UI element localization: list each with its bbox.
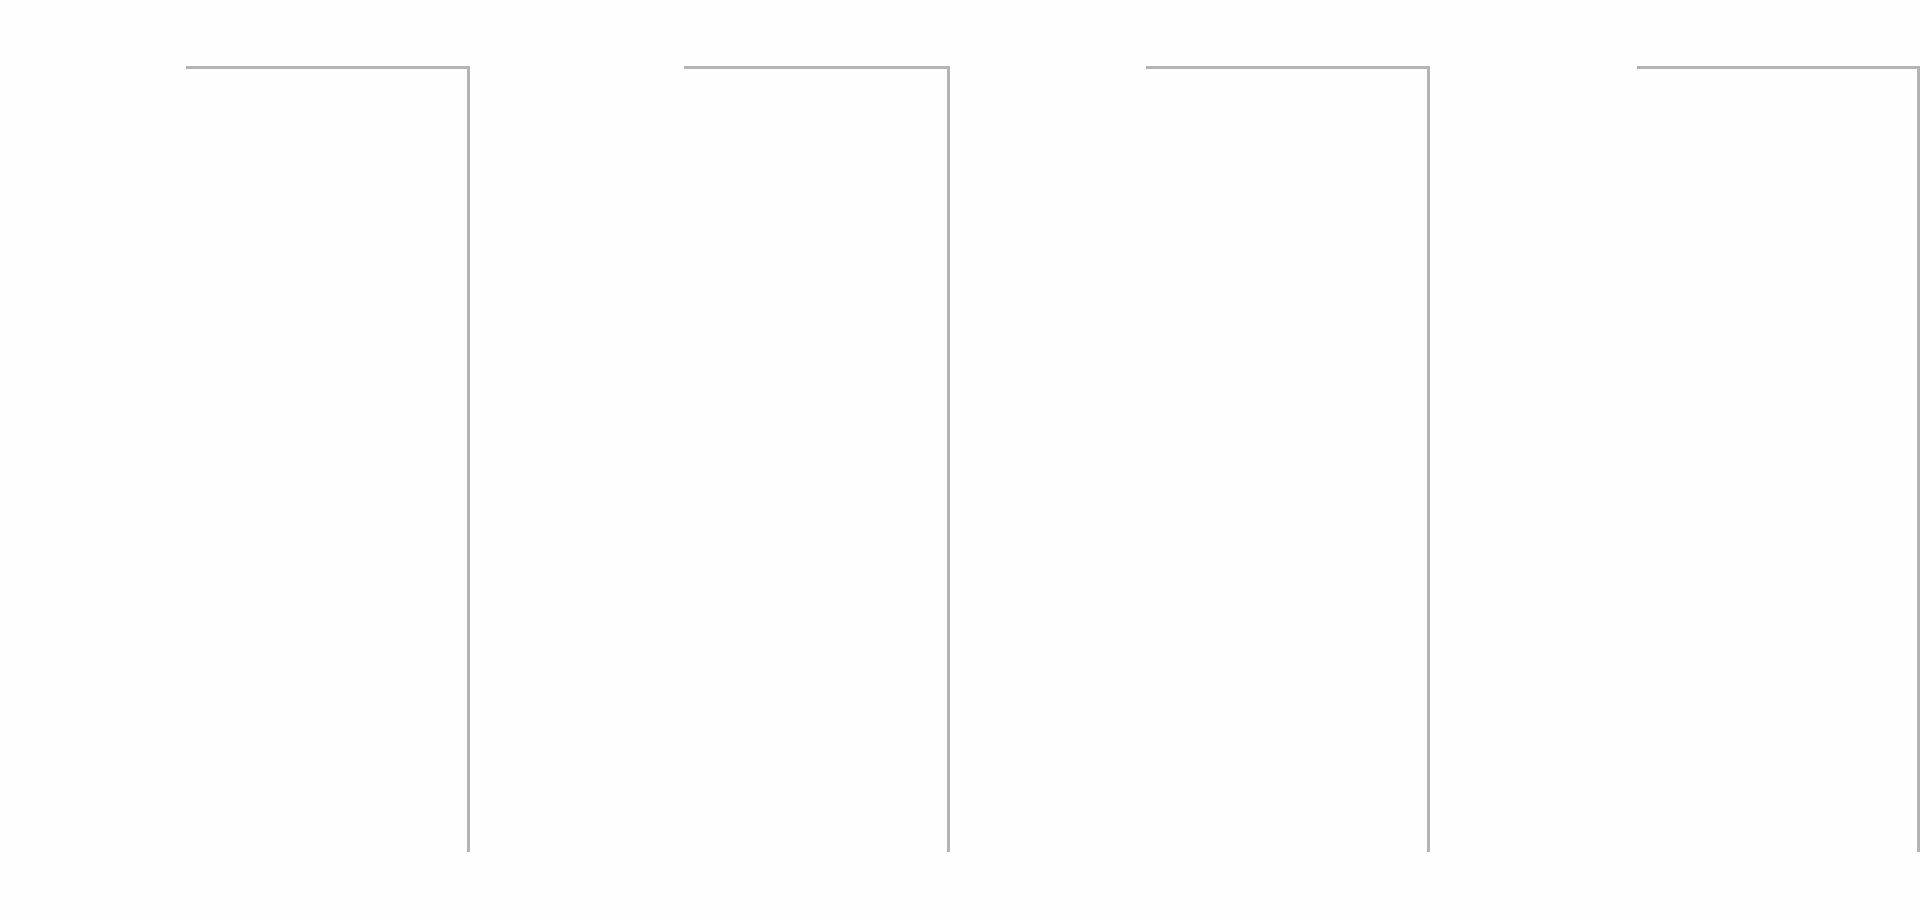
column-frame-3 bbox=[1146, 66, 1430, 852]
column-frame-4 bbox=[1637, 66, 1920, 852]
column-frame-2 bbox=[684, 66, 950, 852]
column-frame-1 bbox=[186, 66, 470, 852]
